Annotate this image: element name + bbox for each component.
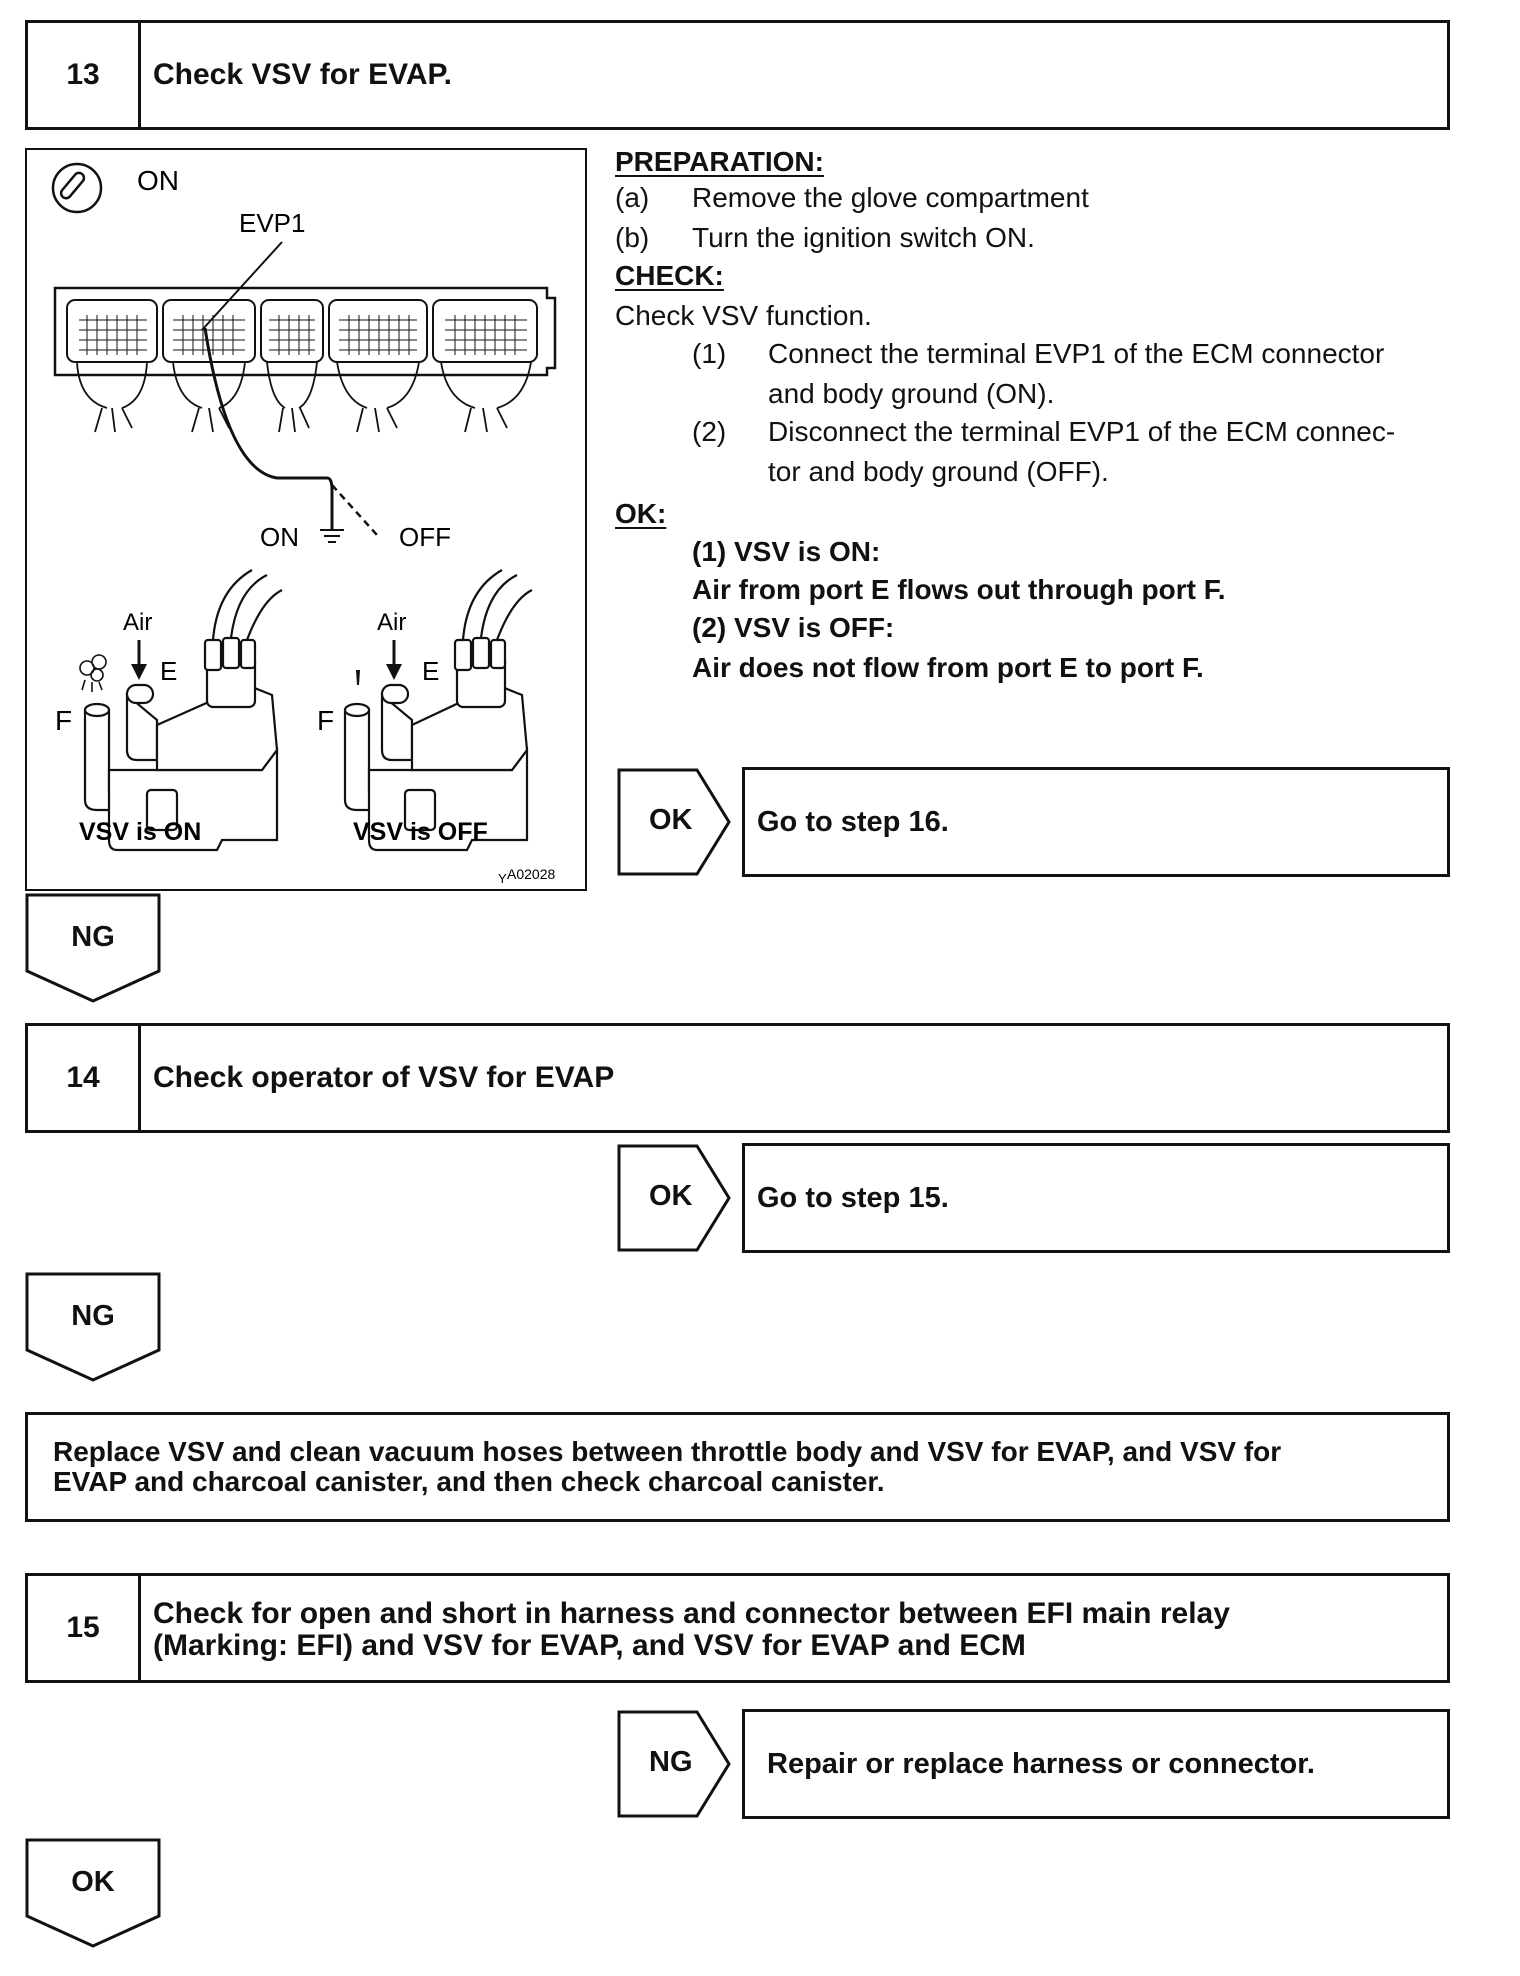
svg-text:F: F bbox=[55, 705, 73, 736]
prep-a-marker: (a) bbox=[615, 182, 650, 213]
ok-2-text: Air does not flow from port E to port F. bbox=[692, 652, 1204, 683]
switch-on-label: ON bbox=[260, 522, 299, 552]
step-13-header bbox=[25, 20, 1450, 130]
vsv-on-illustration bbox=[55, 570, 282, 850]
ok-heading: OK: bbox=[615, 498, 667, 529]
vsv-diagram bbox=[27, 150, 585, 889]
step-title: Check operator of VSV for EVAP bbox=[153, 1061, 615, 1094]
svg-text:E: E bbox=[422, 656, 440, 686]
step-14-header bbox=[25, 1023, 1450, 1133]
prep-a-text: Remove the glove compartment bbox=[692, 182, 1089, 213]
step-number: 14 bbox=[28, 1026, 141, 1130]
switch-off-label: OFF bbox=[399, 522, 451, 552]
replace-line-2: EVAP and charcoal canister, and then check charcoal canister. bbox=[53, 1466, 885, 1497]
prep-b-marker: (b) bbox=[615, 222, 650, 253]
prep-b-text: Turn the ignition switch ON. bbox=[692, 222, 1035, 253]
vsv-off-illustration bbox=[317, 570, 532, 850]
ok-branch-tag: OK bbox=[617, 768, 732, 876]
ng-branch-tag: NG bbox=[25, 1272, 161, 1382]
ok-result-box: Go to step 15. bbox=[742, 1143, 1450, 1253]
ok-branch-tag: OK bbox=[25, 1838, 161, 1948]
figure-code: A02028 bbox=[507, 866, 556, 882]
ignition-key-icon bbox=[53, 164, 101, 212]
ground-icon bbox=[320, 530, 344, 542]
figure-mark: Y bbox=[498, 871, 507, 886]
ecm-connector bbox=[55, 288, 555, 432]
caption-vsv-on: VSV is ON bbox=[79, 818, 202, 846]
air-puff-icon bbox=[80, 655, 106, 692]
svg-text:Air: Air bbox=[123, 609, 153, 636]
ok-result-box: Go to step 16. bbox=[742, 767, 1450, 877]
ng-branch-tag: NG bbox=[617, 1710, 732, 1818]
replace-line-1: Replace VSV and clean vacuum hoses between throttle body and VSV for EVAP, and VSV for bbox=[53, 1436, 1282, 1467]
ok-2-title: (2) VSV is OFF: bbox=[692, 612, 895, 643]
check-intro: Check VSV function. bbox=[615, 300, 872, 331]
ng-result-box: Repair or replace harness or connector. bbox=[742, 1709, 1450, 1819]
caption-vsv-off: VSV is OFF bbox=[353, 818, 488, 846]
check-2-line2: tor and body ground (OFF). bbox=[768, 456, 1109, 487]
vsv-figure bbox=[25, 148, 587, 891]
step-number: 13 bbox=[28, 23, 141, 127]
replace-vsv-box bbox=[25, 1412, 1450, 1522]
step-title: Check VSV for EVAP. bbox=[153, 58, 453, 91]
ignition-on-label: ON bbox=[137, 165, 179, 196]
ng-branch-tag: NG bbox=[25, 893, 161, 1003]
check-heading: CHECK: bbox=[615, 260, 724, 291]
evp1-label: EVP1 bbox=[239, 208, 306, 238]
check-1-line2: and body ground (ON). bbox=[768, 378, 1055, 409]
svg-text:F: F bbox=[317, 705, 335, 736]
check-1-line1: Connect the terminal EVP1 of the ECM connector bbox=[768, 338, 1385, 369]
ok-branch-tag: OK bbox=[617, 1144, 732, 1252]
check-2-line1: Disconnect the terminal EVP1 of the ECM connec- bbox=[768, 416, 1396, 447]
svg-text:Air: Air bbox=[377, 609, 407, 636]
step-15-header bbox=[25, 1573, 1450, 1683]
step-number: 15 bbox=[28, 1576, 141, 1680]
ok-1-title: (1) VSV is ON: bbox=[692, 536, 881, 567]
ok-1-text: Air from port E flows out through port F. bbox=[692, 574, 1226, 605]
step-title-line-2: (Marking: EFI) and VSV for EVAP, and VSV for EVAP and ECM bbox=[153, 1629, 1026, 1662]
step-title-line-1: Check for open and short in harness and connector between EFI main relay bbox=[153, 1597, 1230, 1630]
preparation-heading: PREPARATION: bbox=[615, 146, 824, 177]
no-flow-marker-icon bbox=[356, 670, 360, 685]
svg-text:E: E bbox=[160, 656, 178, 686]
check-1-marker: (1) bbox=[692, 338, 727, 369]
check-2-marker: (2) bbox=[692, 416, 727, 447]
